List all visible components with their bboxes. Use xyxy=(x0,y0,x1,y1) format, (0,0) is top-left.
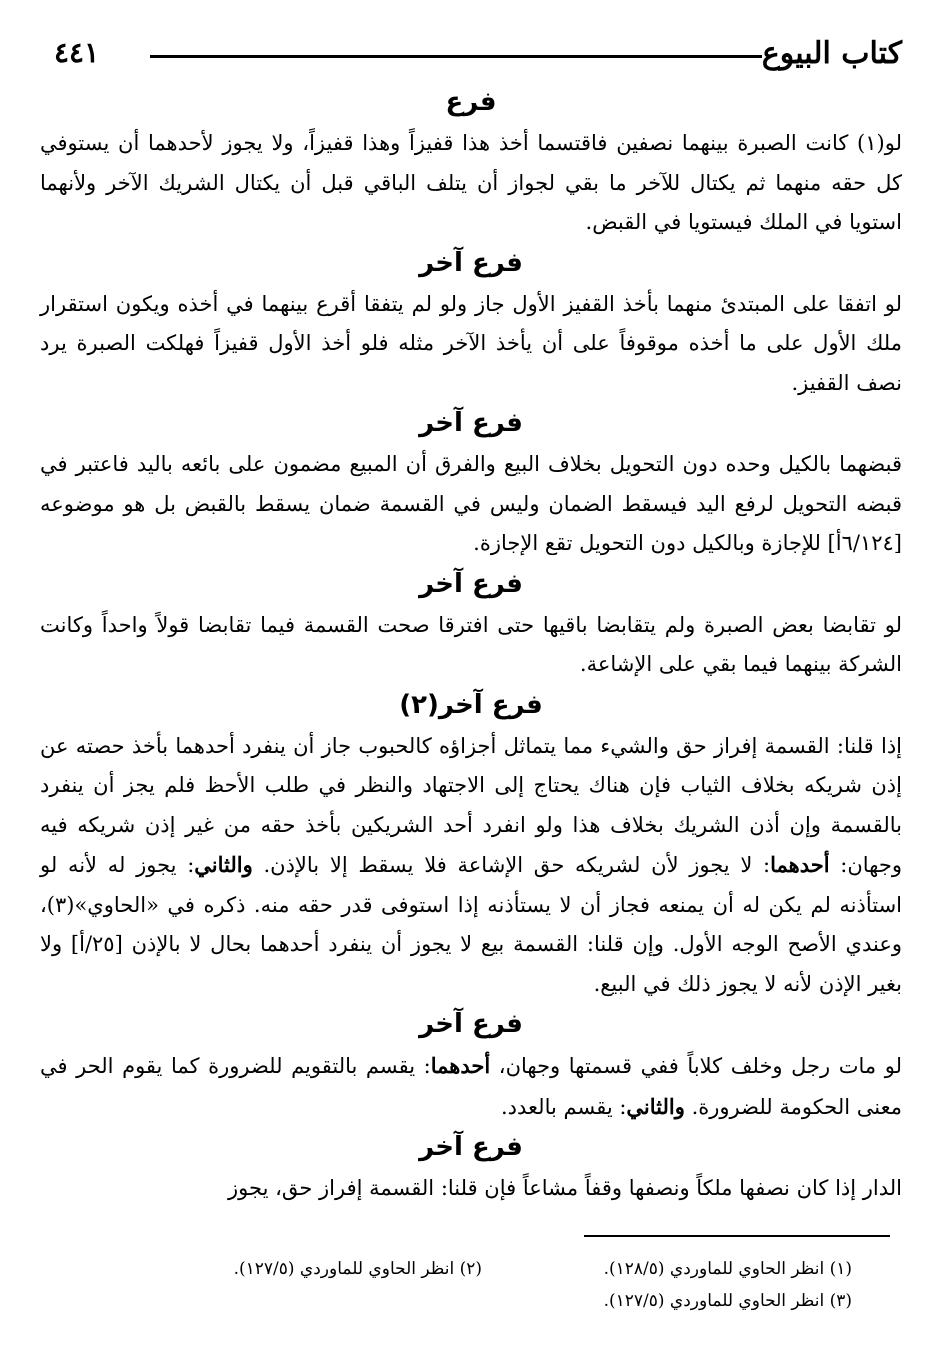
section-heading: فرع xyxy=(445,87,497,117)
paragraph: قبضهما بالكيل وحده دون التحويل بخلاف البيع والفرق أن المبيع مضمون على بائعه باليد فاعتبر في قبضه التحويل لرفع اليد فيسقط الضمان وليس في القسمة ضمان يسقط بالقبض بل هو موضوعه [٦/١٢٤أ] للإجازة وبالكيل دون التحويل تقع الإجازة. xyxy=(40,452,902,555)
text-run: : لا يجوز لأن لشريكه حق الإشاعة فلا يسقط إلا بالإذن. xyxy=(252,853,771,877)
section-heading: فرع آخر(٢) xyxy=(399,689,543,720)
paragraph: لو(١) كانت الصبرة بينهما نصفين فاقتسما أخذ هذا قفيزاً وهذا قفيزاً، ولا يجوز لأحدهما أن يستوفي كل حقه منهما ثم يكتال للآخر ما بقي لجواز أن يتلف الباقي قبل أن يكتال الشريك الآخر ولأنهما استويا في الملك فيستويا في القبض. xyxy=(40,131,902,234)
bold-term: والثاني xyxy=(194,852,253,877)
text-run: : يقسم بالتقويم للضرورة كما يقوم الحر في معنى الحكومة للضرورة. xyxy=(40,1054,902,1119)
page-number: ٤٤١ xyxy=(54,36,100,69)
text-run: إذا قلنا: القسمة إفراز حق والشيء مما يتماثل أجزاؤه كالحبوب جاز أن ينفرد أحدهما بأخذ حصته عن إذن شريكه بخلاف الثياب فإن هناك يحتاج إلى الاجتهاد والنظر في طلب الأحظ فلم يجز أن ينفرد بالقسمة وإن أذن الشريك بخلاف هذا ولو انفرد أحد الشريكين بأخذ حقه من غير إذن شريكه فيه وجهان: xyxy=(40,733,902,877)
text-run: : يقسم بالعدد. xyxy=(500,1094,627,1119)
section-heading: فرع آخر xyxy=(419,568,523,599)
footnote-2: (٢) انظر الحاوي للماوردي (١٢٧/٥). xyxy=(233,1259,482,1279)
footnote-1: (١) انظر الحاوي للماوردي (١٢٨/٥). xyxy=(603,1259,852,1279)
text-run: : يجوز له لأنه لو استأذنه لم يكن له أن يمنعه فجاز أن لا يستأذنه إذا استوفى قدر حقه منه. ذكره في «الحاوي»(٣)، وعندي الأصح الوجه الأول. وإن قلنا: القسمة بيع لا يجوز أن ينفرد أحدهما بحال لا بالإذن [٢٥/أ] ولا بغير الإذن لأنه لا يجوز ذلك في البيع. xyxy=(40,853,902,996)
paragraph xyxy=(40,727,902,1005)
page-header xyxy=(40,30,902,78)
bold-term: أحدهما xyxy=(770,852,830,877)
paragraph: الدار إذا كان نصفها ملكاً ونصفها وقفاً مشاعاً فإن قلنا: القسمة إفراز حق، يجوز xyxy=(228,1176,902,1200)
footnote-rule xyxy=(584,1235,890,1237)
main-text xyxy=(40,82,902,1209)
section-heading: فرع آخر xyxy=(419,1009,523,1039)
section-heading: فرع آخر xyxy=(419,247,523,278)
paragraph: لو تقابضا بعض الصبرة ولم يتقابضا باقيها حتى افترقا صحت القسمة فيما تقابضا قولاً واحداً وكانت الشركة بينهما فيما بقي على الإشاعة. xyxy=(40,612,902,676)
bold-term: والثاني xyxy=(626,1093,685,1119)
text-run: لو مات رجل وخلف كلاباً ففي قسمتها وجهان، xyxy=(490,1054,902,1078)
bold-term: أحدهما xyxy=(430,1053,491,1078)
book-title: كتاب البيوع xyxy=(761,36,902,71)
paragraph: لو اتفقا على المبتدئ منهما بأخذ القفيز الأول جاز ولو لم يتفقا أقرع بينهما في أخذه ويكون استقرار ملك الأول على ما أخذه موقوفاً على أن يأخذ الآخر مثله فلو أخذ الأول قفيزاً فهلكت الصبرة يرد نصف القفيز. xyxy=(40,291,902,395)
paragraph xyxy=(40,1046,902,1127)
section-heading: فرع آخر xyxy=(419,1132,523,1162)
section-heading: فرع آخر xyxy=(419,408,523,438)
header-rule xyxy=(150,55,762,58)
footnote-3: (٣) انظر الحاوي للماوردي (١٢٧/٥). xyxy=(603,1291,852,1311)
